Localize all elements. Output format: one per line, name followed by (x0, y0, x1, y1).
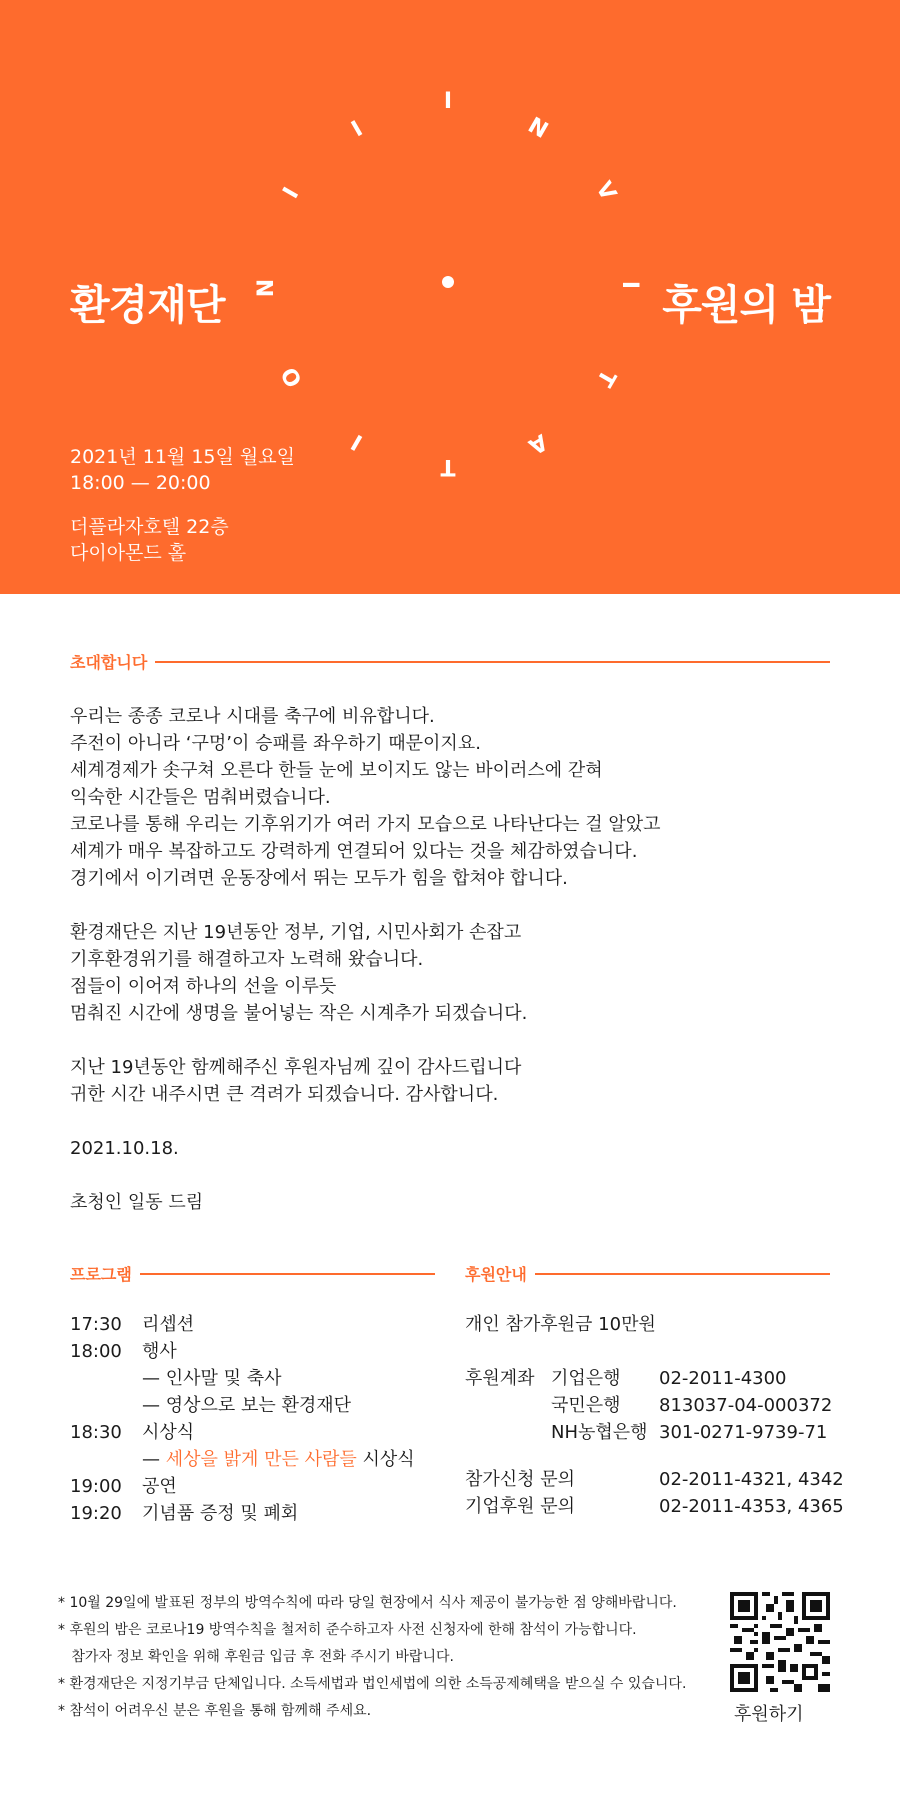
program-time: 19:20 (70, 1503, 122, 1524)
qr-code-icon[interactable] (730, 1592, 830, 1692)
program-time: 19:00 (70, 1476, 122, 1497)
text-line: 세계경제가 솟구쳐 오른다 한들 눈에 보이지도 않는 바이러스에 갇혀 (70, 760, 603, 781)
support-info (465, 1311, 844, 1520)
program-list (70, 1311, 435, 1527)
notice-item: * 참석이 어려우신 분은 후원을 통해 함께해 주세요. (58, 1703, 372, 1719)
program-row (70, 1473, 435, 1500)
hero-banner (0, 0, 900, 594)
program-item: — 인사말 및 축사 (142, 1368, 282, 1389)
foundation-title: 환경재단 (70, 281, 225, 329)
event-datetime (70, 444, 295, 496)
program-row (70, 1365, 435, 1392)
award-prefix: — (142, 1449, 166, 1470)
text-line: 주전이 아니라 ‘구멍’이 승패를 좌우하기 때문이지요. (70, 733, 481, 754)
program-title: 프로그램 (70, 1265, 132, 1284)
section-divider (155, 661, 830, 663)
text-line: 점들이 이어져 하나의 선을 이루듯 (70, 976, 337, 997)
program-item: 기념품 증정 및 폐회 (142, 1503, 299, 1524)
ring-letter: T (440, 454, 456, 480)
section-divider (535, 1273, 830, 1275)
invitation-body (70, 703, 830, 1216)
program-row (70, 1338, 435, 1365)
text-line: 지난 19년동안 함께해주신 후원자님께 깊이 감사드립니다 (70, 1057, 522, 1078)
notice-item: * 후원의 밤은 코로나19 방역수칙을 철저히 준수하고자 사전 신청자에 한해 참석이 가능합니다. (58, 1622, 637, 1638)
contact-row (465, 1466, 844, 1493)
support-title: 후원안내 (465, 1265, 527, 1284)
program-item: — 영상으로 보는 환경재단 (142, 1395, 352, 1416)
contact-label: 기업후원 문의 (465, 1496, 576, 1517)
contact-label: 참가신청 문의 (465, 1469, 576, 1490)
donate-qr[interactable] (730, 1592, 830, 1726)
bank-name: NH농협은행 (551, 1422, 648, 1443)
text-line: 익숙한 시간들은 멈춰버렸습니다. (70, 787, 331, 808)
program-item: 시상식 (142, 1422, 195, 1443)
text-line: 경기에서 이기려면 운동장에서 뛰는 모두가 힘을 합쳐야 합니다. (70, 868, 568, 889)
ring-letter: N (523, 112, 553, 144)
participation-fee: 개인 참가후원금 10만원 (465, 1314, 656, 1335)
bank-name: 국민은행 (551, 1395, 621, 1416)
donate-label[interactable]: 후원하기 (734, 1704, 804, 1725)
contact-row (465, 1493, 844, 1520)
account-row (465, 1365, 830, 1392)
support-heading (465, 1262, 830, 1285)
program-row (70, 1446, 435, 1473)
program-time (70, 1365, 142, 1392)
paragraph (70, 919, 830, 1027)
notice-item: 참가자 정보 확인을 위해 후원금 입금 후 전화 주시기 바랍니다. (58, 1649, 454, 1665)
support-section (465, 1262, 844, 1520)
invitation-title: 초대합니다 (70, 653, 148, 672)
ring-letter: N (253, 278, 279, 298)
account-number: 301-0271-9739-71 (659, 1422, 828, 1443)
ring-letter: T (591, 365, 621, 391)
ring-letter: V (590, 177, 622, 205)
award-suffix: 시상식 (356, 1449, 415, 1470)
notice-item: * 10월 29일에 발표된 정부의 방역수칙에 따라 당일 현장에서 식사 제공이 불가능한 점 양해바랍니다. (58, 1595, 677, 1611)
program-section (70, 1262, 435, 1527)
program-row (70, 1392, 435, 1419)
bank-name: 기업은행 (551, 1368, 621, 1389)
program-time (70, 1392, 142, 1419)
text-line: 기후환경위기를 해결하고자 노력해 왔습니다. (70, 949, 424, 970)
program-time: 18:30 (70, 1422, 122, 1443)
account-row (465, 1419, 830, 1446)
event-date: 2021년 11월 15일 월요일 (70, 446, 295, 468)
ring-letter: O (276, 362, 308, 392)
event-location (70, 514, 229, 566)
ring-letter: I (278, 183, 304, 203)
paragraph (70, 703, 830, 892)
contact-number: 02-2011-4353, 4365 (659, 1496, 844, 1517)
center-dot (442, 276, 454, 288)
award-highlight: 세상을 밝게 만든 사람들 (165, 1449, 357, 1470)
event-title: 후원의 밤 (662, 281, 830, 329)
ring-letter: I (443, 88, 453, 114)
account-number: 02-2011-4300 (659, 1368, 787, 1389)
invitation-heading (70, 650, 830, 673)
ring-letter: I (347, 116, 367, 142)
notice-list (58, 1590, 718, 1725)
section-divider (140, 1273, 435, 1275)
ring-letter: I (617, 280, 643, 290)
invitation-section (70, 650, 830, 1243)
text-line: 세계가 매우 복잡하고도 강력하게 연결되어 있다는 것을 체감하였습니다. (70, 841, 638, 862)
event-hall: 다이아몬드 홀 (70, 542, 187, 564)
account-label: 후원계좌 (465, 1368, 535, 1389)
invitation-ring (0, 0, 900, 594)
ring-letter: I (347, 429, 367, 455)
text-line: 우리는 종종 코로나 시대를 축구에 비유합니다. (70, 706, 435, 727)
program-time: 17:30 (70, 1314, 122, 1335)
contact-number: 02-2011-4321, 4342 (659, 1469, 844, 1490)
invitation-date: 2021.10.18. (70, 1138, 179, 1159)
text-line: 귀한 시간 내주시면 큰 격려가 되겠습니다. 감사합니다. (70, 1084, 499, 1105)
program-item: 행사 (142, 1341, 177, 1362)
event-venue: 더플라자호텔 22층 (70, 516, 229, 538)
text-line: 환경재단은 지난 19년동안 정부, 기업, 시민사회가 손잡고 (70, 922, 522, 943)
text-line: 멈춰진 시간에 생명을 불어넣는 작은 시계추가 되겠습니다. (70, 1003, 528, 1024)
program-row (70, 1419, 435, 1446)
ring-letter: A (524, 428, 552, 460)
award-line (142, 1446, 415, 1473)
account-number: 813037-04-000372 (659, 1395, 833, 1416)
program-heading (70, 1262, 435, 1285)
program-time: 18:00 (70, 1341, 122, 1362)
paragraph (70, 1054, 830, 1108)
program-row (70, 1311, 435, 1338)
account-row (465, 1392, 833, 1419)
notice-item: * 환경재단은 지정기부금 단체입니다. 소득세법과 법인세법에 의한 소득공제혜택을 받으실 수 있습니다. (58, 1676, 687, 1692)
program-item: 리셉션 (142, 1314, 195, 1335)
program-row (70, 1500, 435, 1527)
event-time: 18:00 — 20:00 (70, 472, 211, 494)
program-item: 공연 (142, 1476, 177, 1497)
text-line: 코로나를 통해 우리는 기후위기가 여러 가지 모습으로 나타난다는 걸 알았고 (70, 814, 661, 835)
invitation-signature: 초청인 일동 드림 (70, 1192, 204, 1213)
